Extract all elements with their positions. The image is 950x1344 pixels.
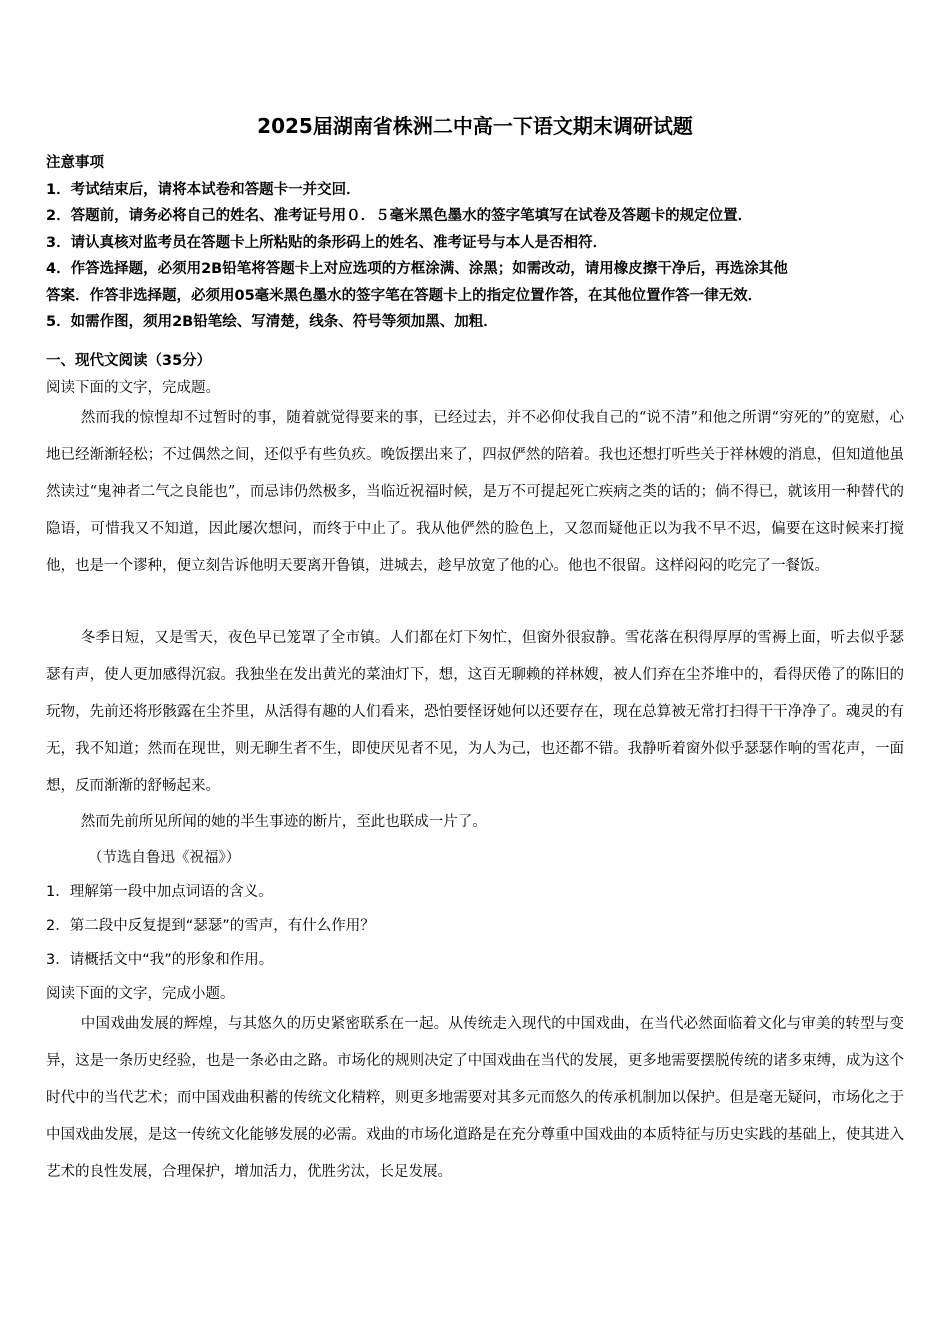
passage-paragraph-3: 然而先前所见所闻的她的半生事迹的断片，至此也联成一片了。 xyxy=(80,814,487,830)
section-heading: 一、现代文阅读（35分） xyxy=(46,353,212,369)
question-3: 3．请概括文中“我”的形象和作用。 xyxy=(46,952,274,968)
passage-paragraph-4: 中国戏曲发展的辉煌，与其悠久的历史紧密联系在一起。从传统走入现代的中国戏曲，在当代必然面临着文化与审美的转型与变异，这是一条历史经验，也是一条必由之路。市场化的规则决定了中国戏曲在当代的发展，更多地需要摆脱传统的诸多束缚，成为这个时代中的当代艺术；而中国戏曲积蓄的传统文化精粹，则更多地需要对其多元而悠久的传承机制加以保护。但是毫无疑问，市场化之于中国戏曲发展，是这一传统文化能够发展的必需。戏曲的市场化道路是在充分尊重中国戏曲的本质特征与历史实践的基础上，使其进入艺术的良性发展，合理保护，增加活力，优胜劣汰，长足发展。 xyxy=(46,1016,904,1180)
page-title: 2025届湖南省株洲二中高一下语文期末调研试题 xyxy=(257,114,693,138)
notice-heading: 注意事项 xyxy=(46,155,104,171)
notice-item: 5．如需作图，须用2B铅笔绘、写清楚，线条、符号等须加黑、加粗． xyxy=(46,314,498,330)
question-2: 2．第二段中反复提到“瑟瑟”的雪声，有什么作用？ xyxy=(46,918,375,934)
reading-instruction-2: 阅读下面的文字，完成小题。 xyxy=(46,986,235,1002)
notice-item: 4．作答选择题，必须用2B铅笔将答题卡上对应选项的方框涂满、涂黑；如需改动，请用橡皮擦干净后，再选涂其他 xyxy=(46,261,788,277)
notice-block xyxy=(46,150,906,336)
passage-source: （节选自鲁迅《祝福》） xyxy=(88,850,241,866)
question-1: 1．理解第一段中加点词语的含义。 xyxy=(46,884,273,900)
notice-item: 3．请认真核对监考员在答题卡上所粘贴的条形码上的姓名、准考证号与本人是否相符． xyxy=(46,234,608,251)
reading-instruction: 阅读下面的文字，完成题。 xyxy=(46,380,220,396)
passage-paragraph-1: 然而我的惊惶却不过暂时的事，随着就觉得要来的事，已经过去，并不必仰仗我自己的“说不清”和他之所谓“穷死的”的宽慰，心地已经渐渐轻松；不过偶然之间，还似乎有些负疚。晚饭摆出来了，四叔俨然的陪着。我也还想打听些关于祥林嫂的消息，但知道他虽然读过“鬼神者二气之良能也”，而忌讳仍然极多，当临近祝福时候，是万不可提起死亡疾病之类的话的；倘不得已，就该用一种替代的隐语，可惜我又不知道，因此屡次想问，而终于中止了。我从他俨然的脸色上，又忽而疑他正以为我不早不迟，偏要在这时候来打搅他，也是一个谬种，便立刻告诉他明天要离开鲁镇，进城去，趁早放宽了他的心。他也不很留。这样闷闷的吃完了一餐饭。 xyxy=(46,410,904,574)
notice-item: 1．考试结束后，请将本试卷和答题卡一并交回． xyxy=(46,181,361,198)
notice-item: 答案．作答非选择题，必须用05毫米黑色墨水的签字笔在答题卡上的指定位置作答，在其他位置作答一律无效． xyxy=(46,287,763,304)
notice-item: 2．答题前，请务必将自己的姓名、准考证号用０．５毫米黑色墨水的签字笔填写在试卷及答题卡的规定位置． xyxy=(46,208,753,224)
passage-paragraph-2: 冬季日短，又是雪天，夜色早已笼罩了全市镇。人们都在灯下匆忙，但窗外很寂静。雪花落在积得厚厚的雪褥上面，听去似乎瑟瑟有声，使人更加感得沉寂。我独坐在发出黄光的菜油灯下，想，这百无聊赖的祥林嫂，被人们弃在尘芥堆中的，看得厌倦了的陈旧的玩物，先前还将形骸露在尘芥里，从活得有趣的人们看来，恐怕要怪讶她何以还要存在，现在总算被无常打扫得干干净净了。魂灵的有无，我不知道；然而在现世，则无聊生者不生，即使厌见者不见，为人为己，也还都不错。我静听着窗外似乎瑟瑟作响的雪花声，一面想，反而渐渐的舒畅起来。 xyxy=(46,630,904,794)
